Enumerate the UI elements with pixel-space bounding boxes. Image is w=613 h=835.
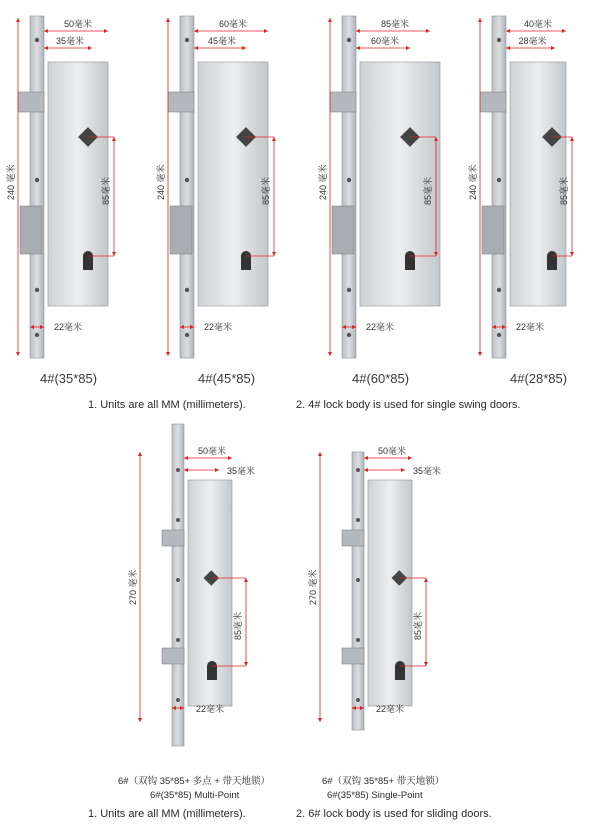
screw-hole: [176, 468, 180, 472]
width-dimension-arrow-left: [356, 29, 360, 33]
height-dimension-arrow-bottom: [16, 352, 20, 356]
hook-bolt-lower: [342, 648, 364, 664]
screw-hole: [35, 288, 39, 292]
height-value: 240 毫米: [156, 164, 166, 200]
width-dimension-arrow-right: [264, 29, 268, 33]
bottom-note-usage: 2. 6# lock body is used for sliding doors.: [296, 808, 492, 820]
latch-bolt: [18, 92, 44, 112]
face-value: 22毫米: [376, 704, 405, 714]
face-value: 22毫米: [204, 322, 233, 332]
model-label-4-28x85: 4#(28*85): [510, 371, 568, 386]
screw-hole: [356, 698, 360, 702]
center-dimension-arrow-top: [570, 137, 574, 141]
height-dimension-arrow-bottom: [328, 352, 332, 356]
width-value: 40毫米: [524, 19, 553, 29]
center-dimension-arrow-top: [272, 137, 276, 141]
backset-value: 45毫米: [208, 36, 237, 46]
faceplate: [492, 16, 506, 358]
height-dimension-arrow-top: [318, 452, 322, 456]
height-dimension-arrow-top: [478, 18, 482, 22]
backset-value: 60毫米: [371, 36, 400, 46]
height-value: 240 毫米: [318, 164, 328, 200]
center-dimension-arrow-top: [112, 137, 116, 141]
backset-value: 35毫米: [413, 466, 442, 476]
width-value: 85毫米: [381, 19, 410, 29]
screw-hole: [497, 333, 501, 337]
latch-bolt: [168, 92, 194, 112]
screw-hole: [356, 468, 360, 472]
width-dimension-arrow-left: [194, 29, 198, 33]
backset-dimension-arrow-left: [184, 468, 188, 472]
width-dimension-arrow-left: [506, 29, 510, 33]
lock-case: [368, 480, 412, 706]
screw-hole: [356, 638, 360, 642]
dead-bolt: [332, 206, 354, 254]
screw-hole: [497, 178, 501, 182]
backset-dimension-arrow-right: [88, 46, 92, 50]
width-dimension-arrow-left: [44, 29, 48, 33]
top-note-units: 1. Units are all MM (millimeters).: [88, 399, 246, 411]
faceplate: [180, 16, 194, 358]
screw-hole: [176, 638, 180, 642]
center-dimension-arrow-bottom: [272, 252, 276, 256]
caption-6-single-cn: 6#（双钩 35*85+ 带天地锁）: [322, 776, 445, 787]
hook-bolt-lower: [162, 648, 184, 664]
caption-6-single-en: 6#(35*85) Single-Point: [327, 790, 423, 801]
height-dimension-arrow-top: [166, 18, 170, 22]
faceplate: [172, 424, 184, 746]
screw-hole: [185, 178, 189, 182]
faceplate: [352, 452, 364, 730]
lock-body-4-1: [168, 16, 268, 358]
latch-bolt: [480, 92, 506, 112]
latch-bolt: [330, 92, 356, 112]
backset-value: 35毫米: [56, 36, 85, 46]
center-dimension-arrow-bottom: [244, 662, 248, 666]
height-dimension-arrow-bottom: [318, 718, 322, 722]
model-label-4-60x85: 4#(60*85): [352, 371, 410, 386]
cylinder-hole: [241, 251, 251, 270]
screw-hole: [176, 518, 180, 522]
model-label-4-45x85: 4#(45*85): [198, 371, 256, 386]
hook-bolt-upper: [162, 530, 184, 546]
backset-dimension-arrow-right: [406, 46, 410, 50]
lock-body-4-3: [480, 16, 566, 358]
height-value: 270 毫米: [128, 569, 138, 605]
screw-hole: [35, 178, 39, 182]
width-value: 50毫米: [64, 19, 93, 29]
screw-hole: [497, 288, 501, 292]
cylinder-hole: [395, 661, 405, 680]
lock-body-4-0: [18, 16, 108, 358]
center-value: 85毫米: [413, 611, 423, 640]
screw-hole: [185, 333, 189, 337]
height-dimension-arrow-top: [138, 452, 142, 456]
lock-case: [198, 62, 268, 306]
backset-dimension-arrow-left: [356, 46, 360, 50]
width-dimension-arrow-left: [184, 456, 188, 460]
screw-hole: [176, 578, 180, 582]
hook-bolt-upper: [342, 530, 364, 546]
face-value: 22毫米: [516, 322, 545, 332]
screw-hole: [497, 38, 501, 42]
center-dimension-arrow-bottom: [112, 252, 116, 256]
width-value: 50毫米: [198, 446, 227, 456]
screw-hole: [347, 38, 351, 42]
height-dimension-arrow-top: [16, 18, 20, 22]
cylinder-hole: [83, 251, 93, 270]
backset-value: 35毫米: [227, 466, 256, 476]
width-dimension-arrow-right: [562, 29, 566, 33]
screw-hole: [347, 333, 351, 337]
height-value: 240 毫米: [468, 164, 478, 200]
center-value: 85毫米: [559, 176, 569, 205]
top-note-usage: 2. 4# lock body is used for single swing doors.: [296, 399, 521, 411]
backset-dimension-arrow-left: [364, 468, 368, 472]
dead-bolt: [170, 206, 192, 254]
caption-6-multi-cn: 6#（双钩 35*85+ 多点 + 带天地锁）: [118, 776, 271, 787]
center-value: 85毫米: [423, 176, 433, 205]
screw-hole: [347, 178, 351, 182]
lock-case: [510, 62, 566, 306]
backset-dimension-arrow-right: [215, 468, 219, 472]
height-dimension-arrow-bottom: [166, 352, 170, 356]
height-dimension-arrow-top: [328, 18, 332, 22]
backset-dimension-arrow-left: [506, 46, 510, 50]
cylinder-hole: [207, 661, 217, 680]
width-dimension-arrow-right: [228, 456, 232, 460]
faceplate: [30, 16, 44, 358]
lock-body-6-1: [342, 452, 412, 730]
screw-hole: [356, 578, 360, 582]
height-value: 240 毫米: [6, 164, 16, 200]
screw-hole: [185, 288, 189, 292]
screw-hole: [185, 38, 189, 42]
backset-dimension-arrow-right: [551, 46, 555, 50]
width-dimension-arrow-right: [408, 456, 412, 460]
backset-dimension-arrow-left: [44, 46, 48, 50]
lock-body-6-0: [162, 424, 232, 746]
face-value: 22毫米: [366, 322, 395, 332]
screw-hole: [356, 518, 360, 522]
caption-6-multi-en: 6#(35*85) Multi-Point: [150, 790, 240, 801]
center-dimension-arrow-bottom: [424, 662, 428, 666]
bottom-note-units: 1. Units are all MM (millimeters).: [88, 808, 246, 820]
center-value: 85毫米: [101, 176, 111, 205]
height-dimension-arrow-bottom: [138, 718, 142, 722]
screw-hole: [347, 288, 351, 292]
width-dimension-arrow-right: [104, 29, 108, 33]
dead-bolt: [20, 206, 42, 254]
backset-dimension-arrow-right: [242, 46, 246, 50]
height-dimension-arrow-bottom: [478, 352, 482, 356]
width-value: 60毫米: [219, 19, 248, 29]
width-value: 50毫米: [378, 446, 407, 456]
backset-dimension-arrow-right: [401, 468, 405, 472]
center-value: 85毫米: [261, 176, 271, 205]
model-label-4-35x85: 4#(35*85): [40, 371, 98, 386]
center-dimension-arrow-bottom: [570, 252, 574, 256]
screw-hole: [35, 333, 39, 337]
height-value: 270 毫米: [308, 569, 318, 605]
cylinder-hole: [547, 251, 557, 270]
width-dimension-arrow-right: [426, 29, 430, 33]
center-dimension-arrow-top: [424, 578, 428, 582]
width-dimension-arrow-left: [364, 456, 368, 460]
screw-hole: [35, 38, 39, 42]
dead-bolt: [482, 206, 504, 254]
faceplate: [342, 16, 356, 358]
lock-case: [48, 62, 108, 306]
face-value: 22毫米: [54, 322, 83, 332]
screw-hole: [176, 698, 180, 702]
backset-dimension-arrow-left: [194, 46, 198, 50]
backset-value: 28毫米: [518, 36, 547, 46]
cylinder-hole: [405, 251, 415, 270]
center-value: 85毫米: [233, 611, 243, 640]
center-dimension-arrow-top: [244, 578, 248, 582]
face-value: 22毫米: [196, 704, 225, 714]
